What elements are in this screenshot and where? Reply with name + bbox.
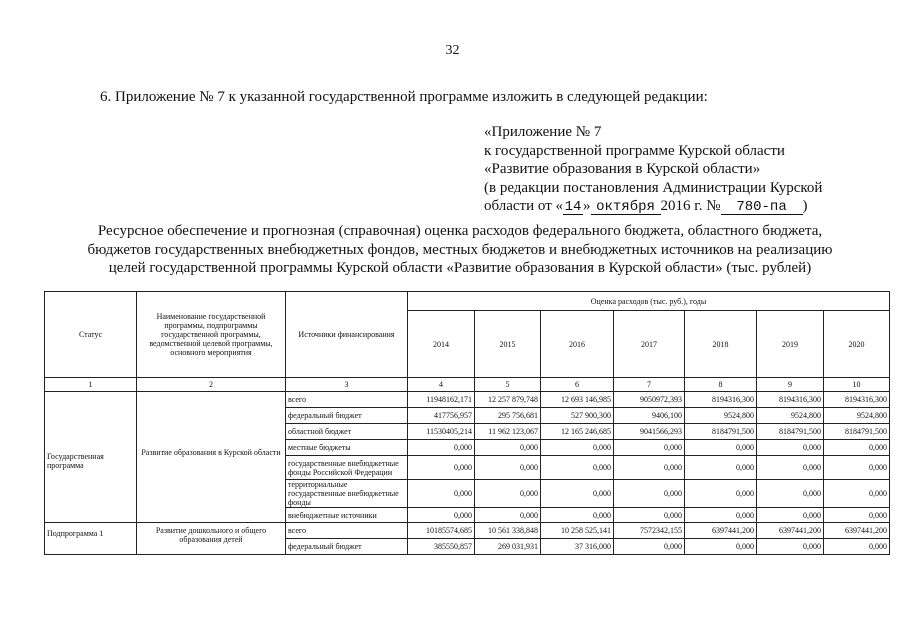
row-value: 0,000 [685, 456, 757, 480]
row-source: федеральный бюджет [286, 539, 408, 555]
row-value: 0,000 [685, 539, 757, 555]
row-status: Государственная программа [45, 392, 137, 523]
header-year: 2020 [824, 311, 890, 378]
header-year: 2015 [475, 311, 541, 378]
appendix-line-3: «Развитие образования в Курской области» [484, 161, 761, 177]
header-year: 2014 [408, 311, 475, 378]
header-name: Наименование государственной программы, подпрограммы государственной программы, ведомственной целевой программы, основного мероприятия [137, 292, 286, 378]
row-value: 9406,100 [614, 408, 685, 424]
appendix-line-2: к государственной программе Курской области [484, 142, 785, 159]
appendix-line-5 [484, 197, 822, 216]
column-number: 6 [541, 378, 614, 392]
row-value: 0,000 [541, 440, 614, 456]
column-number: 10 [824, 378, 890, 392]
row-value: 527 900,300 [541, 408, 614, 424]
row-value: 0,000 [475, 508, 541, 523]
header-estimate: Оценка расходов (тыс. руб.), годы [408, 292, 890, 311]
row-value: 11530405,214 [408, 424, 475, 440]
row-value: 0,000 [757, 508, 824, 523]
header-year: 2017 [614, 311, 685, 378]
row-value: 0,000 [757, 480, 824, 508]
row-source: областной бюджет [286, 424, 408, 440]
table-row [45, 392, 890, 408]
row-value: 9041566,293 [614, 424, 685, 440]
row-value: 0,000 [614, 508, 685, 523]
row-value: 0,000 [824, 456, 890, 480]
appendix-block [484, 123, 822, 216]
row-value: 11948162,171 [408, 392, 475, 408]
row-value: 417756,957 [408, 408, 475, 424]
row-value: 6397441,200 [824, 523, 890, 539]
column-number: 9 [757, 378, 824, 392]
row-value: 10 561 338,848 [475, 523, 541, 539]
row-value: 0,000 [475, 456, 541, 480]
subprogram-1-rows [45, 523, 890, 555]
table-heading-line-1: Ресурсное обеспечение и прогнозная (справочная) оценка расходов федерального бюджета, областного бюджета, [97, 223, 823, 239]
row-value: 0,000 [685, 508, 757, 523]
column-number: 1 [45, 378, 137, 392]
row-value: 0,000 [757, 539, 824, 555]
column-number: 7 [614, 378, 685, 392]
resource-table [44, 291, 890, 555]
row-value: 0,000 [541, 456, 614, 480]
row-value: 8194316,300 [757, 392, 824, 408]
row-value: 0,000 [541, 508, 614, 523]
resolution-number: 780-па [721, 200, 803, 215]
row-value: 9050972,393 [614, 392, 685, 408]
appendix-line-5-prefix: области от « [484, 198, 563, 214]
column-number: 2 [137, 378, 286, 392]
row-value: 11 962 123,067 [475, 424, 541, 440]
column-number: 5 [475, 378, 541, 392]
row-value: 37 316,000 [541, 539, 614, 555]
row-value: 0,000 [824, 508, 890, 523]
row-value: 269 031,931 [475, 539, 541, 555]
amendment-intro: 6. Приложение № 7 к указанной государственной программе изложить в следующей редакции: [100, 89, 708, 105]
row-value: 0,000 [824, 480, 890, 508]
row-value: 0,000 [685, 480, 757, 508]
row-value: 7572342,155 [614, 523, 685, 539]
row-value: 0,000 [757, 456, 824, 480]
row-value: 8194316,300 [824, 392, 890, 408]
row-value: 0,000 [824, 440, 890, 456]
row-value: 0,000 [614, 480, 685, 508]
appendix-line-4: (в редакции постановления Администрации Курской [484, 179, 823, 196]
column-number: 8 [685, 378, 757, 392]
row-value: 0,000 [614, 440, 685, 456]
row-value: 0,000 [475, 480, 541, 508]
header-status: Статус [45, 292, 137, 378]
row-value: 0,000 [614, 456, 685, 480]
row-source: территориальные государственные внебюджетные фонды [286, 480, 408, 508]
table-heading-line-3: целей государственной программы Курской области «Развитие образования в Курской области» (тыс. рублей) [108, 260, 812, 276]
table-heading-line-2: бюджетов государственных внебюджетных фондов, местных бюджетов и внебюджетных источников на реализацию [87, 241, 833, 258]
row-value: 0,000 [685, 440, 757, 456]
resolution-day: 14 [564, 199, 582, 215]
row-value: 8184791,500 [757, 424, 824, 440]
row-value: 9524,800 [757, 408, 824, 424]
row-status: Подпрограмма 1 [45, 523, 137, 555]
row-value: 295 756,681 [475, 408, 541, 424]
appendix-line-5-suffix: ) [802, 198, 808, 214]
row-value: 0,000 [475, 440, 541, 456]
appendix-line-1: «Приложение № 7 [484, 124, 602, 140]
header-year: 2018 [685, 311, 757, 378]
table-row [45, 523, 890, 539]
row-value: 10185574,685 [408, 523, 475, 539]
table-heading [60, 222, 860, 278]
gov-program-rows [45, 392, 890, 523]
row-value: 12 257 879,748 [475, 392, 541, 408]
row-name: Развитие дошкольного и общего образования детей [137, 523, 286, 555]
row-value: 385550,857 [408, 539, 475, 555]
row-source: всего [286, 392, 408, 408]
row-value: 9524,800 [685, 408, 757, 424]
header-year: 2019 [757, 311, 824, 378]
row-value: 8194316,300 [685, 392, 757, 408]
row-value: 0,000 [757, 440, 824, 456]
row-name: Развитие образования в Курской области [137, 392, 286, 523]
row-value: 0,000 [408, 440, 475, 456]
row-source: всего [286, 523, 408, 539]
row-value: 0,000 [541, 480, 614, 508]
resolution-month: октября [591, 200, 661, 215]
row-source: местные бюджеты [286, 440, 408, 456]
row-source: федеральный бюджет [286, 408, 408, 424]
row-value: 0,000 [408, 456, 475, 480]
page-number: 32 [445, 43, 460, 58]
row-source: внебюджетные источники [286, 508, 408, 523]
column-number: 4 [408, 378, 475, 392]
row-value: 12 693 146,985 [541, 392, 614, 408]
appendix-line-5-mid: » [583, 198, 591, 214]
row-value: 0,000 [614, 539, 685, 555]
row-value: 12 165 246,685 [541, 424, 614, 440]
row-value: 0,000 [408, 480, 475, 508]
row-source: государственные внебюджетные фонды Российской Федерации [286, 456, 408, 480]
header-year: 2016 [541, 311, 614, 378]
row-value: 0,000 [408, 508, 475, 523]
column-number: 3 [286, 378, 408, 392]
row-value: 6397441,200 [757, 523, 824, 539]
row-value: 8184791,500 [685, 424, 757, 440]
appendix-line-5-year: 2016 г. № [660, 198, 721, 214]
row-value: 6397441,200 [685, 523, 757, 539]
header-sources: Источники финансирования [286, 292, 408, 378]
row-value: 9524,800 [824, 408, 890, 424]
row-value: 10 258 525,141 [541, 523, 614, 539]
row-value: 0,000 [824, 539, 890, 555]
row-value: 8184791,500 [824, 424, 890, 440]
